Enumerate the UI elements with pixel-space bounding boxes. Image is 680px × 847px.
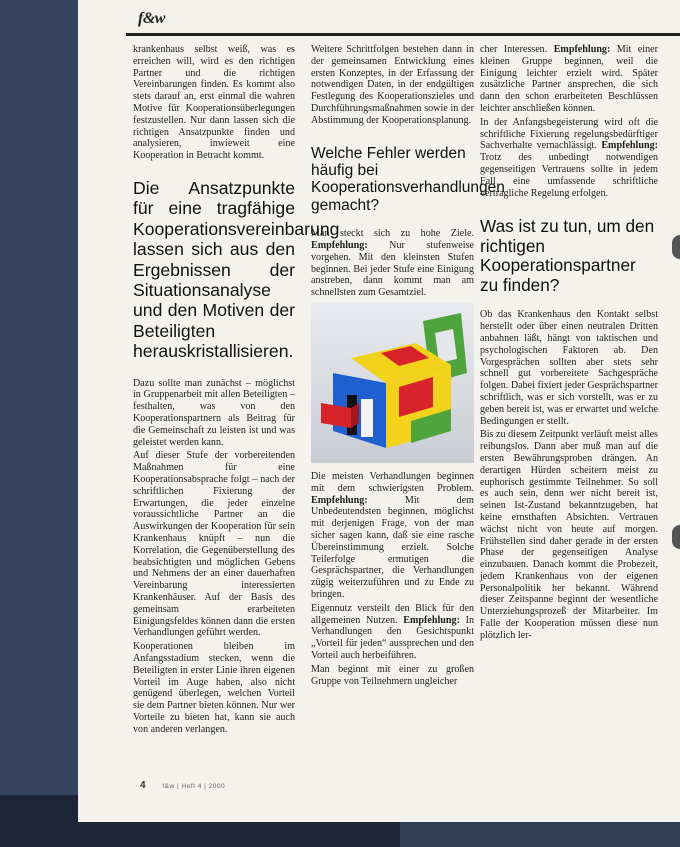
recommendation-text: Mit dem Unbedeutendsten beginnen, möglichst mit derjenigen Frage, von der man sicher sagen kann, daß sie eine rasche Übereinstimmung erzielt. Solche Teilerfolge ermutigen die Gesprächspartner, die Verhandlungen zügig weiterzuführen und zu Ende zu bringen. xyxy=(311,494,474,600)
problem-text: Eigennutz versteilt den Blick für den allgemeinen Nutzen. xyxy=(311,602,474,626)
col3-paragraph-2 xyxy=(480,117,658,200)
puzzle-cube-photo xyxy=(311,303,474,463)
col2-paragraph-4 xyxy=(311,603,474,662)
col1-paragraph-3: Kooperationen bleiben im Anfangsstadium stecken, wenn die Beteiligten in erster Linie ihren eigenen Vorteil im Auge haben, also nicht genügend überlegen, welchen Vorteil sie dem Partner bieten können. Nur wer Vorteile zu bieten hat, kann sie auch von anderen verlangen. xyxy=(133,641,295,735)
col2-paragraph-5: Man beginnt mit einer zu großen Gruppe von Teilnehmern ungleicher xyxy=(311,663,474,687)
page-edge-mark xyxy=(672,235,680,259)
page-number: 4 xyxy=(140,780,146,791)
problem-text: cher Interessen. xyxy=(480,44,548,55)
cube-slot-white xyxy=(361,399,373,437)
problem-text: In der Anfangsbegeisterung wird oft die schriftliche Fixierung regelungsbedürftiger Sachverhalte vernachlässigt. xyxy=(480,116,658,152)
col1-paragraph-2: Auf dieser Stufe der vorbereitenden Maßnahmen für eine Kooperationsabsprache folgt – nach der schriftlichen Fixierung der Erwartungen, die jeder einzelne voraussichtliche Partner an die Auswirkungen der Kooperation für sein Krankenhaus knüpft – nun die Korrelation, die Gegenüberstellung des beabsichtigten und möglichen Gebens und Nehmens der an einer dauerhaften Vereinbarung interessierten Krankenhäuser. Auf der Basis des gemeinsam erarbeiteten Einigungsfeldes können dann die ersten Verhandlungen geführt werden. xyxy=(133,450,295,639)
recommendation-text: In Verhandlungen den Gesichtspunkt „Vorteil für jeden“ aussprechen und den Vorteil auch herbeiführen. xyxy=(311,614,474,661)
recommendation-label: Empfehlung: xyxy=(311,240,368,251)
magazine-logo: f&w xyxy=(138,10,165,27)
recommendation-label: Empfehlung: xyxy=(553,44,611,55)
recommendation-text: Nur stufenweise vorgehen. Mit den kleinsten Stufen beginnen. Bei jeder Stufe eine Einigung anstreben, dann kommt man am schnellsten zum Gesamtziel. xyxy=(311,240,474,299)
recommendation-label: Empfehlung: xyxy=(311,494,368,506)
col2-paragraph-1: Weitere Schrittfolgen bestehen dann in der gemeinsamen Entwicklung eines ersten Konzeptes, in der Erfassung der notwendigen Daten, in der endgültigen Festlegung des Kooperationszieles und Durchführungsmaßnahmen sowie in der Abstimmung der Kooperationsplanung. xyxy=(311,44,474,126)
page-edge-mark xyxy=(672,525,680,549)
background-strip xyxy=(0,0,78,847)
recommendation-label: Empfehlung: xyxy=(403,614,460,626)
header-rule xyxy=(126,33,680,36)
recommendation-text: Trotz des unbedingt notwendigen gegenseitigen Vertrauens sollte in jedem Fall eine umfassende schriftliche vertragliche Regelung erfolgen. xyxy=(480,152,658,199)
col2-paragraph-2 xyxy=(311,228,474,299)
recommendation-label: Empfehlung: xyxy=(601,140,658,152)
col3-paragraph-4: Bis zu diesem Zeitpunkt verläuft meist alles reibungslos. Dann aber muß man auf die ersten Bewährungsproben drängen. An derartigen Hürden scheitern meist zu euphorisch gestimmte Teilnehmer. So soll es auch sein, denn wer nicht bereit ist, seinen Ist-Zustand bekanntzugeben, hat keine ernsthaften Absichten. Vertrauen wächst nicht von heute auf morgen. Frühstellen sind daher gerade in der ersten Phase der gegenseitigen Analyse einzubauen. Danach kommt die Probezeit, jedem Krankenhaus von der eigenen Personalpolitik her bekannt. Während dieser Zeitspanne beginnt der wesentliche Unterziehungsprozeß der Mitarbeiter. Im Falle der Kooperation müssen diese nun plötzlich ler- xyxy=(480,429,658,641)
page-footer xyxy=(140,780,225,791)
column-3-inner xyxy=(480,44,658,642)
column-2 xyxy=(311,44,505,689)
col2-heading: Welche Fehler werden häufig bei Kooperationsverhandlungen gemacht? xyxy=(311,144,505,214)
col1-heading: Die Ansatzpunkte für eine tragfähige Kooperationsvereinbarung lassen sich aus den Ergebnissen der Situationsanalyse und den Motiven der Beteiligten herauskristallisieren. xyxy=(133,177,340,362)
puzzle-cube-illustration xyxy=(311,303,474,463)
col1-intro: krankenhaus selbst weiß, was es erreichen will, wird es den richtigen Partner und die richtigen Vereinbarungen finden. Es kommt also stets darauf an, erst einmal die wahren Motive für Kooperationsüberlegungen festzustellen. Nur dann lassen sich die richtigen Ansatzpunkte finden und analysieren, inwieweit eine Kooperation in Betracht kommt. xyxy=(133,44,295,162)
col3-paragraph-1 xyxy=(480,44,658,115)
problem-text: Man steckt sich zu hohe Ziele. xyxy=(311,228,474,240)
column-3 xyxy=(480,44,670,644)
col2-paragraph-3 xyxy=(311,471,474,601)
col3-paragraph-3: Ob das Krankenhaus den Kontakt selbst herstellt oder über einen neutralen Dritten anbahnen läßt, hängt von taktischen und psychologischen Faktoren ab. Den Vorgesprächen sollten aber stets sehr schnell gut vorbereitete Sachgespräche folgen. Dabei fixiert jeder Gesprächspartner schriftlich, was er sich vorstellt, was er zu geben bereit ist, was er erwartet und welche Bedingungen er stellt. xyxy=(480,309,658,427)
col3-heading: Was ist zu tun, um den richtigen Kooperationspartner zu finden? xyxy=(480,216,655,295)
magazine-page xyxy=(78,0,680,822)
col1-paragraph-1: Dazu sollte man zunächst – möglichst in Gruppenarbeit mit allen Beteiligten – festhalten, was von den Kooperationspartnern als Beitrag für die Gemeinschaft zu leisten ist und was geleistet werden kann. xyxy=(133,377,295,448)
problem-text: Die meisten Verhandlungen beginnen mit dem schwierigsten Problem. xyxy=(311,470,474,494)
magazine-issue-line: f&w | Heft 4 | 2000 xyxy=(162,783,226,790)
recommendation-text: Mit einer kleinen Gruppe beginnen, weil die Einigung leichter erzielt wird. Später zusätzliche Partner ansprechen, die sich dann den schon erarbeiteten Beschlüssen leichter anschließen können. xyxy=(480,44,658,114)
